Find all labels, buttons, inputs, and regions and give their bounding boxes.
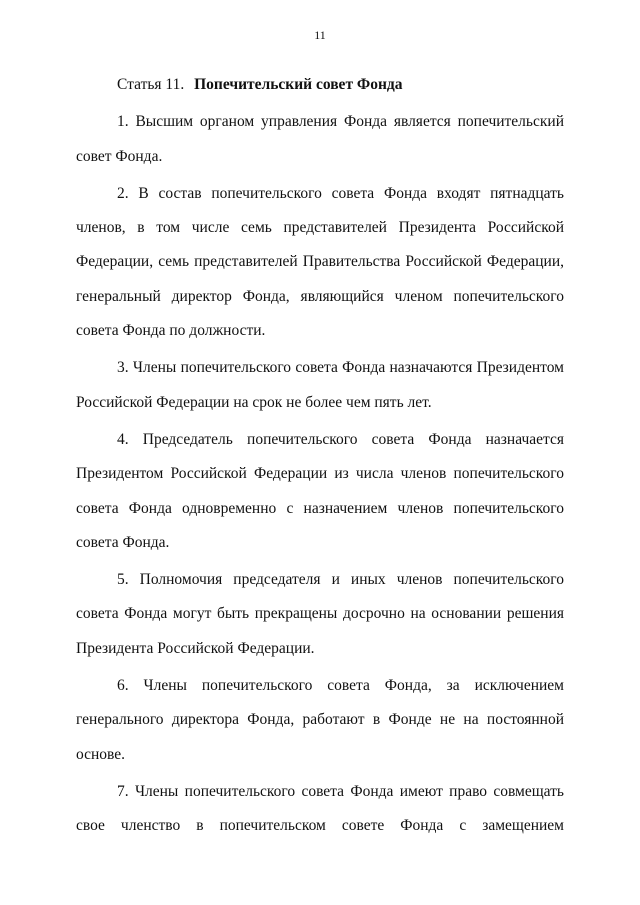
article-label: Статья 11.	[117, 76, 185, 93]
article-title: Попечительский совет Фонда	[194, 76, 403, 93]
paragraph-5: 5. Полномочия председателя и иных членов попечительского совета Фонда могут быть прекращены досрочно на основании решения Президента Российской Федерации.	[76, 571, 564, 657]
document-body	[76, 68, 564, 847]
paragraph-1: 1. Высшим органом управления Фонда является попечительский совет Фонда.	[76, 113, 564, 165]
paragraph-2: 2. В состав попечительского совета Фонда входят пятнадцать членов, в том числе семь представителей Президента Российской Федерации, семь представителей Правительства Российской Федерации, генеральный директор Фонда, являющийся членом попечительского совета Фонда по должности.	[76, 184, 564, 340]
paragraph-7: 7. Члены попечительского совета Фонда имеют право совмещать свое членство в попечительском совете Фонда с замещением	[76, 782, 564, 835]
article-heading	[76, 68, 564, 102]
paragraph-3: 3. Члены попечительского совета Фонда назначаются Президентом Российской Федерации на срок не более чем пять лет.	[76, 359, 564, 411]
paragraph-6: 6. Члены попечительского совета Фонда, за исключением генерального директора Фонда, работают в Фонде не на постоянной основе.	[76, 677, 564, 763]
page-number: 11	[314, 28, 326, 42]
paragraph-4: 4. Председатель попечительского совета Фонда назначается Президентом Российской Федерации из числа членов попечительского совета Фонда одновременно с назначением членов попечительского совета Фонда.	[76, 430, 564, 551]
